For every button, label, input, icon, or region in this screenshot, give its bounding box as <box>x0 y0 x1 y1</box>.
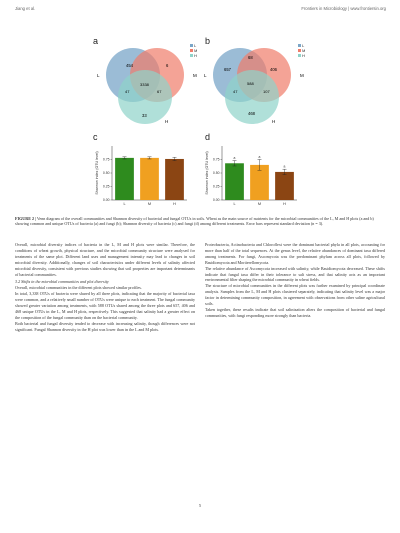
y-tick-label: 0.50 <box>102 171 110 176</box>
bar <box>165 159 184 200</box>
left-paragraph-2: Overall, microbial communities in the different plots showed similar profiles. <box>15 285 142 291</box>
right-paragraph-1: Proteobacteria, Actinobacteria and Chloroflexi were the dominant bacterial phyla in all plots, accounting for more than half of the total sequences. At the genus level, the relative abundances of dominant taxa differed among treatments. For fungi, Ascomycota was the predominant phylum across all plots, followed by Basidiomycota and Mortierellomycota. <box>205 242 385 265</box>
panel-label-a: a <box>93 36 99 46</box>
y-tick-label: 0.75 <box>212 157 220 162</box>
legend-item-h: H <box>190 54 197 59</box>
x-tick-label: M <box>257 202 262 206</box>
venn-count-lh: 47 <box>125 89 130 94</box>
x-tick-label: M <box>147 202 152 206</box>
venn-count-lmh: 588 <box>247 81 254 86</box>
legend-item-l: L <box>190 44 197 49</box>
left-paragraph-1: Overall, microbial diversity indices of bacteria in the L, M and H plots were similar. Therefore, the conditions of wheat growth, physical structure, and the microbial community structure were analysed for treatments of the same plot. Different land uses and management intensity may lead to changes in soil microbial diversity. Additionally, changes of soil characteristics under different levels of salinity affected microbial diversity, consistent with previous studies showing that soil properties are important determinants of bacterial communities. <box>15 242 195 277</box>
panel-label-c: c <box>93 132 98 142</box>
significance-label: a <box>233 156 236 161</box>
y-tick-label: 0.25 <box>212 184 220 189</box>
x-tick-label: L <box>233 202 236 206</box>
running-header-right: Frontiers in Microbiology | www.frontiersin.org <box>301 6 386 11</box>
x-tick-label: H <box>283 202 286 206</box>
right-paragraph-4: Taken together, these results indicate that soil salinization alters the composition of bacterial and fungal communities, with fungi responding more strongly than bacteria. <box>205 306 385 318</box>
bar-chart-bacteria-shannon <box>92 140 202 212</box>
y-tick-label: 0.75 <box>102 157 110 162</box>
significance-label: a <box>283 164 286 169</box>
venn-a-legend <box>190 44 197 59</box>
venn-count-l-only: 657 <box>224 67 231 72</box>
y-axis-label: Shannon index (OTU level) <box>95 151 99 195</box>
venn-label-l: L <box>204 73 207 78</box>
x-tick-label: L <box>123 202 126 206</box>
bar <box>225 163 244 200</box>
right-text-column <box>205 242 385 319</box>
left-text-column <box>15 242 195 333</box>
significance-label: a <box>258 155 261 159</box>
figure-caption <box>15 216 385 227</box>
venn-count-h-only: 33 <box>142 113 147 118</box>
venn-b-legend <box>298 44 305 59</box>
venn-label-l: L <box>97 73 100 78</box>
venn-label-m: M <box>193 73 197 78</box>
panel-label-b: b <box>205 36 211 46</box>
bar <box>140 158 159 200</box>
y-tick-label: 0.25 <box>102 184 110 189</box>
legend-item-l: L <box>298 44 305 49</box>
legend-item-h: H <box>298 54 305 59</box>
venn-label-h: H <box>165 119 169 124</box>
venn-count-mh: 67 <box>157 89 162 94</box>
running-header-left: Jiang et al. <box>15 6 36 11</box>
venn-label-m: M <box>300 73 304 78</box>
x-tick-label: H <box>173 202 176 206</box>
legend-item-m: M <box>190 49 197 54</box>
panel-label-d: d <box>205 132 211 142</box>
venn-count-lm: 68 <box>248 55 253 60</box>
venn-diagram-fungi <box>200 45 310 130</box>
left-paragraph-4: Both bacterial and fungal diversity tended to decrease with increasing salinity, though differences were not significant. Fungal Shannon diversity in the H plot was lower than in the L and M plots. <box>15 320 195 332</box>
venn-count-l-only: 454 <box>126 63 133 68</box>
caption-label: FIGURE 2 | <box>15 216 36 221</box>
venn-count-lmh: 3338 <box>140 82 149 87</box>
venn-label-h: H <box>272 119 276 124</box>
y-tick-label: 0.00 <box>102 198 110 203</box>
right-paragraph-2: The relative abundance of Ascomycota increased with salinity, while Basidiomycota decreased. These shifts indicate that fungal taxa differ in their tolerance to salt stress, and that salinity acts as an important environmental filter shaping the microbial community in wheat fields. <box>205 265 385 283</box>
venn-count-h-only: 468 <box>248 111 255 116</box>
bar <box>275 172 294 200</box>
venn-count-mh: 107 <box>263 89 270 94</box>
left-section-title: 3.2 Shifts in the microbial communities and plot diversity <box>15 279 109 285</box>
venn-diagram-bacteria <box>95 45 200 130</box>
left-paragraph-3: In total, 3,338 OTUs of bacteria were shared by all three plots, indicating that the majority of bacterial taxa were common, and a relatively small number of OTUs were unique to each treatment. The fungal community showed greater variation among treatments, with 588 OTUs shared among the three plots and 657, 406 and 468 unique OTUs in the L, M and H plots, respectively. This suggested that salinity had a greater effect on the composition of the fungal community than on the bacterial community. <box>15 291 195 320</box>
bar-chart-fungi-shannon <box>202 140 312 212</box>
venn-count-m-only: 6 <box>166 63 169 68</box>
legend-item-m: M <box>298 49 305 54</box>
y-tick-label: 0.50 <box>212 171 220 176</box>
caption-text: Venn diagram of the overall communities and Shannon diversity of bacterial and fungal OTUs in soils. Wheat as the main source of nutrients for the microbial communities of the L, M and H plots (a and b) showing common and unique OTUs of bacteria (a) and fungi (b); Shannon diversity of bacteria (c) and fungi (d) among different treatments. Error bars represent standard deviation (n = 3). <box>15 216 374 227</box>
page-number: 5 <box>198 503 202 508</box>
venn-count-m-only: 406 <box>270 67 277 72</box>
venn-count-lh: 47 <box>233 89 238 94</box>
y-tick-label: 0.00 <box>212 198 220 203</box>
bar <box>115 158 134 200</box>
right-paragraph-3: The structure of microbial communities in the different plots was further examined by principal coordinate analysis. Samples from the L, M and H plots clustered separately, indicating that salinity level was a major factor in determining community composition, in agreement with observations from other saline agricultural soils. <box>205 283 385 307</box>
y-axis-label: Shannon index (OTU level) <box>205 151 209 195</box>
